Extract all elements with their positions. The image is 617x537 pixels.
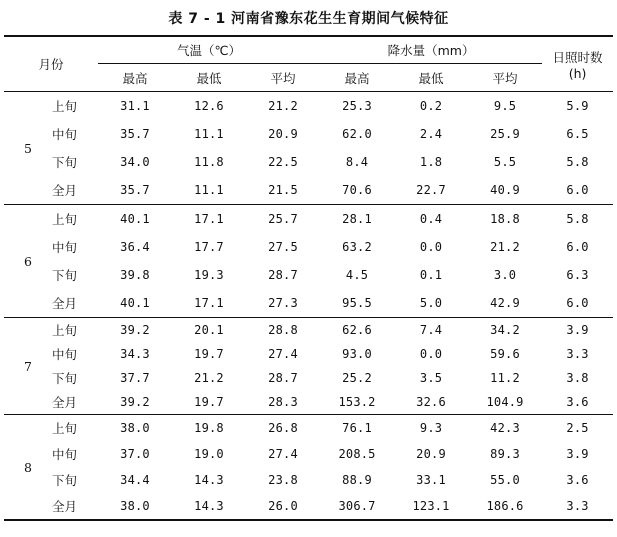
cell: 19.7 [194,347,224,361]
cell: 20.9 [416,447,446,461]
cell: 8.4 [345,155,369,169]
table-row [4,176,613,205]
cell: 5.0 [419,296,443,310]
cell: 39.2 [120,395,150,409]
cell: 2.5 [566,421,589,435]
cell: 32.6 [416,395,446,409]
table-row [4,415,613,442]
cell: 3.6 [566,473,589,487]
cell: 55.0 [490,473,520,487]
cell: 37.0 [120,447,150,461]
cell: 14.3 [194,473,224,487]
cell: 6.0 [566,183,589,197]
cell: 18.8 [490,212,520,226]
cell: 34.4 [120,473,150,487]
month-label: 8 [24,459,32,475]
precipitation-group-header: 降水量（mm） [320,36,542,64]
month-label: 7 [24,358,32,374]
cell: 26.8 [268,421,298,435]
month-group [4,205,613,318]
cell: 19.0 [194,447,224,461]
table-title: 表 7 - 1 河南省豫东花生生育期间气候特征 [168,11,449,27]
period-label: 中旬 [52,127,78,142]
cell: 5.9 [566,99,589,113]
table-row [4,92,613,121]
month-group [4,415,613,521]
cell: 39.2 [120,323,150,337]
cell: 0.0 [419,240,443,254]
table-row [4,441,613,467]
cell: 28.8 [268,323,298,337]
table-row [4,120,613,148]
cell: 63.2 [342,240,372,254]
cell: 28.1 [342,212,372,226]
cell: 26.0 [268,499,298,513]
cell: 33.1 [416,473,446,487]
cell: 3.6 [566,395,589,409]
cell: 6.0 [566,240,589,254]
period-label: 上旬 [52,212,78,227]
cell: 11.1 [194,183,224,197]
cell: 35.7 [120,183,150,197]
sunshine-header-line1: 日照时数 [552,49,603,65]
table-row [4,148,613,176]
cell: 59.6 [490,347,520,361]
climate-table [4,35,613,521]
cell: 3.8 [566,371,589,385]
cell: 27.4 [268,447,298,461]
cell: 6.0 [566,296,589,310]
cell: 62.0 [342,127,372,141]
cell: 28.7 [268,371,298,385]
table-row [4,205,613,234]
cell: 89.3 [490,447,520,461]
cell: 23.8 [268,473,298,487]
cell: 153.2 [338,395,376,409]
cell: 37.7 [120,371,150,385]
cell: 38.0 [120,499,150,513]
cell: 19.7 [194,395,224,409]
temperature-group-header: 气温（℃） [98,36,320,64]
precip-avg-header: 平均 [492,70,518,86]
month-group [4,318,613,415]
cell: 0.4 [419,212,443,226]
period-label: 下旬 [52,371,78,386]
cell: 20.9 [268,127,298,141]
table-row [4,467,613,493]
cell: 25.3 [342,99,372,113]
period-label: 下旬 [52,155,78,170]
cell: 123.1 [412,499,450,513]
temp-max-header: 最高 [122,70,148,86]
cell: 76.1 [342,421,372,435]
cell: 62.6 [342,323,372,337]
precip-max-header: 最高 [344,70,370,86]
cell: 306.7 [338,499,376,513]
cell: 95.5 [342,296,372,310]
cell: 34.3 [120,347,150,361]
table-row [4,233,613,261]
cell: 5.5 [493,155,517,169]
cell: 19.8 [194,421,224,435]
cell: 0.1 [419,268,443,282]
cell: 3.3 [566,347,589,361]
cell: 4.5 [345,268,369,282]
cell: 27.4 [268,347,298,361]
cell: 34.2 [490,323,520,337]
cell: 0.2 [419,99,443,113]
cell: 9.5 [493,99,517,113]
cell: 5.8 [566,212,589,226]
cell: 88.9 [342,473,372,487]
cell: 6.5 [566,127,589,141]
table-row [4,493,613,520]
cell: 42.3 [490,421,520,435]
table-row [4,342,613,366]
cell: 11.1 [194,127,224,141]
cell: 17.1 [194,296,224,310]
cell: 3.3 [566,499,589,513]
cell: 40.1 [120,296,150,310]
period-label: 全月 [52,395,78,410]
cell: 36.4 [120,240,150,254]
table-row [4,366,613,390]
cell: 104.9 [486,395,524,409]
month-group [4,92,613,205]
table-row [4,261,613,289]
cell: 38.0 [120,421,150,435]
period-label: 全月 [52,183,78,198]
table-header [4,36,613,92]
period-label: 全月 [52,296,78,311]
cell: 17.1 [194,212,224,226]
cell: 27.3 [268,296,298,310]
cell: 21.2 [490,240,520,254]
cell: 19.3 [194,268,224,282]
cell: 11.8 [194,155,224,169]
month-label: 5 [24,140,32,156]
cell: 35.7 [120,127,150,141]
period-label: 上旬 [52,421,78,436]
cell: 1.8 [419,155,443,169]
cell: 21.2 [268,99,298,113]
table-row [4,318,613,343]
period-label: 下旬 [52,473,78,488]
cell: 25.2 [342,371,372,385]
cell: 17.7 [194,240,224,254]
cell: 27.5 [268,240,298,254]
cell: 3.5 [419,371,443,385]
sunshine-header [542,36,613,92]
table-row [4,289,613,318]
cell: 40.9 [490,183,520,197]
cell: 42.9 [490,296,520,310]
table-row [4,390,613,415]
sunshine-header-unit: (h) [568,65,587,81]
cell: 34.0 [120,155,150,169]
cell: 2.4 [419,127,443,141]
cell: 6.3 [566,268,589,282]
cell: 21.5 [268,183,298,197]
cell: 3.9 [566,323,589,337]
cell: 40.1 [120,212,150,226]
period-label: 中旬 [52,447,78,462]
cell: 25.9 [490,127,520,141]
cell: 9.3 [419,421,443,435]
cell: 12.6 [194,99,224,113]
period-label: 全月 [52,499,78,514]
precip-min-header: 最低 [418,70,444,86]
period-label: 下旬 [52,268,78,283]
cell: 93.0 [342,347,372,361]
cell: 22.5 [268,155,298,169]
period-label: 上旬 [52,323,78,338]
period-label: 中旬 [52,240,78,255]
cell: 31.1 [120,99,150,113]
period-label: 上旬 [52,99,78,114]
cell: 22.7 [416,183,446,197]
cell: 21.2 [194,371,224,385]
cell: 7.4 [419,323,443,337]
cell: 70.6 [342,183,372,197]
cell: 0.0 [419,347,443,361]
cell: 3.9 [566,447,589,461]
temp-avg-header: 平均 [270,70,296,86]
month-header: 月份 [38,57,64,72]
cell: 186.6 [486,499,524,513]
cell: 28.3 [268,395,298,409]
cell: 3.0 [493,268,517,282]
cell: 25.7 [268,212,298,226]
cell: 5.8 [566,155,589,169]
cell: 208.5 [338,447,376,461]
cell: 11.2 [490,371,520,385]
period-label: 中旬 [52,347,78,362]
cell: 14.3 [194,499,224,513]
month-label: 6 [24,253,32,269]
temp-min-header: 最低 [196,70,222,86]
cell: 39.8 [120,268,150,282]
cell: 20.1 [194,323,224,337]
cell: 28.7 [268,268,298,282]
